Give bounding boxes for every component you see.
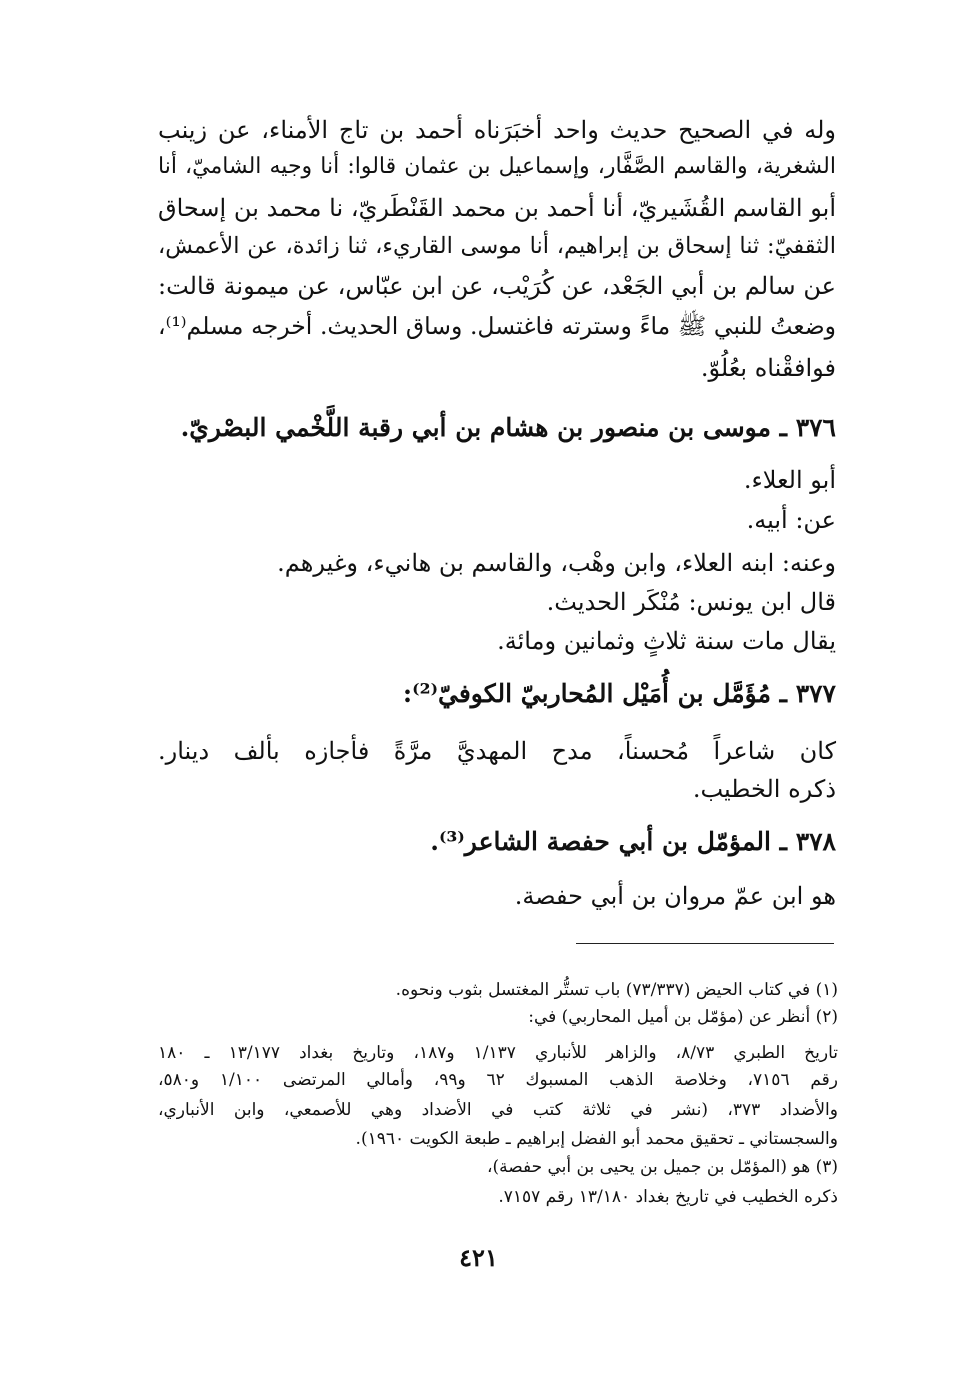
footnote-line: والسجستاني ـ تحقيق محمد أبو الفضل إبراهيم ـ طبعة الكويت ١٩٦٠).: [355, 1129, 838, 1149]
intro-line: عن سالم بن أبي الجَعْد، عن كُرَيْب، عن ابن عبّاس، عن ميمونة قالت:: [158, 272, 836, 300]
footnote-line: (١) في كتاب الحيض (٧٣/٣٣٧) باب تستُّر المغتسل بثوب ونحوه.: [395, 980, 838, 1000]
entry-376-line: يقال مات سنة ثلاثٍ وثمانين ومائة.: [497, 627, 836, 655]
footnote-line: والأضداد ٣٧٣، (نشر في ثلاثة كتب في الأضداد وهي للأصمعي، وابن الأنباري،: [158, 1100, 838, 1120]
entry-heading-378: ٣٧٨ ـ المؤمّل بن أبي حفصة الشاعر⁽³⁾.: [430, 827, 836, 856]
intro-line: أبو القاسم القُشَيريّ، أنا أحمد بن محمد القَنْطَريّ، نا محمد بن إسحاق: [158, 194, 837, 222]
entry-376-line: عن: أبيه.: [746, 506, 836, 534]
footnote-rule: [576, 943, 834, 944]
intro-line: وضعتُ للنبي ﷺ ماءً وسترته فاغتسل. وساق الحديث. أخرجه مسلم⁽¹⁾،: [158, 312, 836, 340]
footnote-line: رقم ٧١٥٦، وخلاصة الذهب المسبوك ٦٢ و٩٩، وأمالي المرتضى ١/١٠٠ و٥٨٠،: [158, 1070, 838, 1090]
entry-heading-376: ٣٧٦ ـ موسى بن منصور بن هشام بن أبي رقبة اللَّخْمي البصْريّ.: [180, 413, 836, 442]
intro-line: فوافقْناه بعُلُوّ.: [700, 354, 836, 382]
entry-377-line: ذكره الخطيب.: [692, 775, 836, 803]
intro-line: الشغرية، والقاسم الصَّفَّار، وإسماعيل بن عثمان قالوا: أنا وجيه الشاميّ، أنا: [158, 154, 836, 179]
footnote-line: ذكره الخطيب في تاريخ بغداد ١٣/١٨٠ رقم ٧١٥٧.: [498, 1187, 838, 1207]
entry-376-line: قال ابن يونس: مُنْكَر الحديث.: [546, 588, 836, 616]
entry-378-line: هو ابن عمّ مروان بن أبي حفصة.: [514, 882, 836, 910]
entry-376-line: وعنه: ابنه العلاء، وابن وهْب، والقاسم بن هانيء، وغيرهم.: [277, 549, 836, 577]
page-number: ٤٢١: [459, 1243, 498, 1272]
footnote-line: (٣) هو (المؤمّل بن جميل بن يحيى بن أبي حفصة)،: [487, 1157, 838, 1177]
footnote-line: (٢) أنظر عن (مؤمّل بن أميل المحاربي) في:: [528, 1007, 838, 1027]
footnote-line: تاريخ الطبري ٨/٧٣، والزاهر للأنباري ١/١٣٧ و١٨٧، وتاريخ بغداد ١٣/١٧٧ ـ ١٨٠: [158, 1043, 838, 1063]
entry-376-line: أبو العلاء.: [743, 466, 836, 494]
entry-heading-377: ٣٧٧ ـ مُؤَمَّل بن أُمَيْل المُحاربيّ الكوفيّ⁽²⁾:: [402, 679, 836, 708]
entry-377-line: كان شاعراً مُحسناً، مدح المهديَّ مرَّةً فأجازه بألف دينار.: [158, 737, 836, 765]
intro-line: وله في الصحيح حديث واحد أخبَرَناه أحمد بن تاج الأمناء، عن زينب: [158, 116, 836, 144]
intro-line: الثقفيّ: ثنا إسحاق بن إبراهيم، أنا موسى القاريء، ثنا زائدة، عن الأعمش،: [158, 233, 836, 259]
